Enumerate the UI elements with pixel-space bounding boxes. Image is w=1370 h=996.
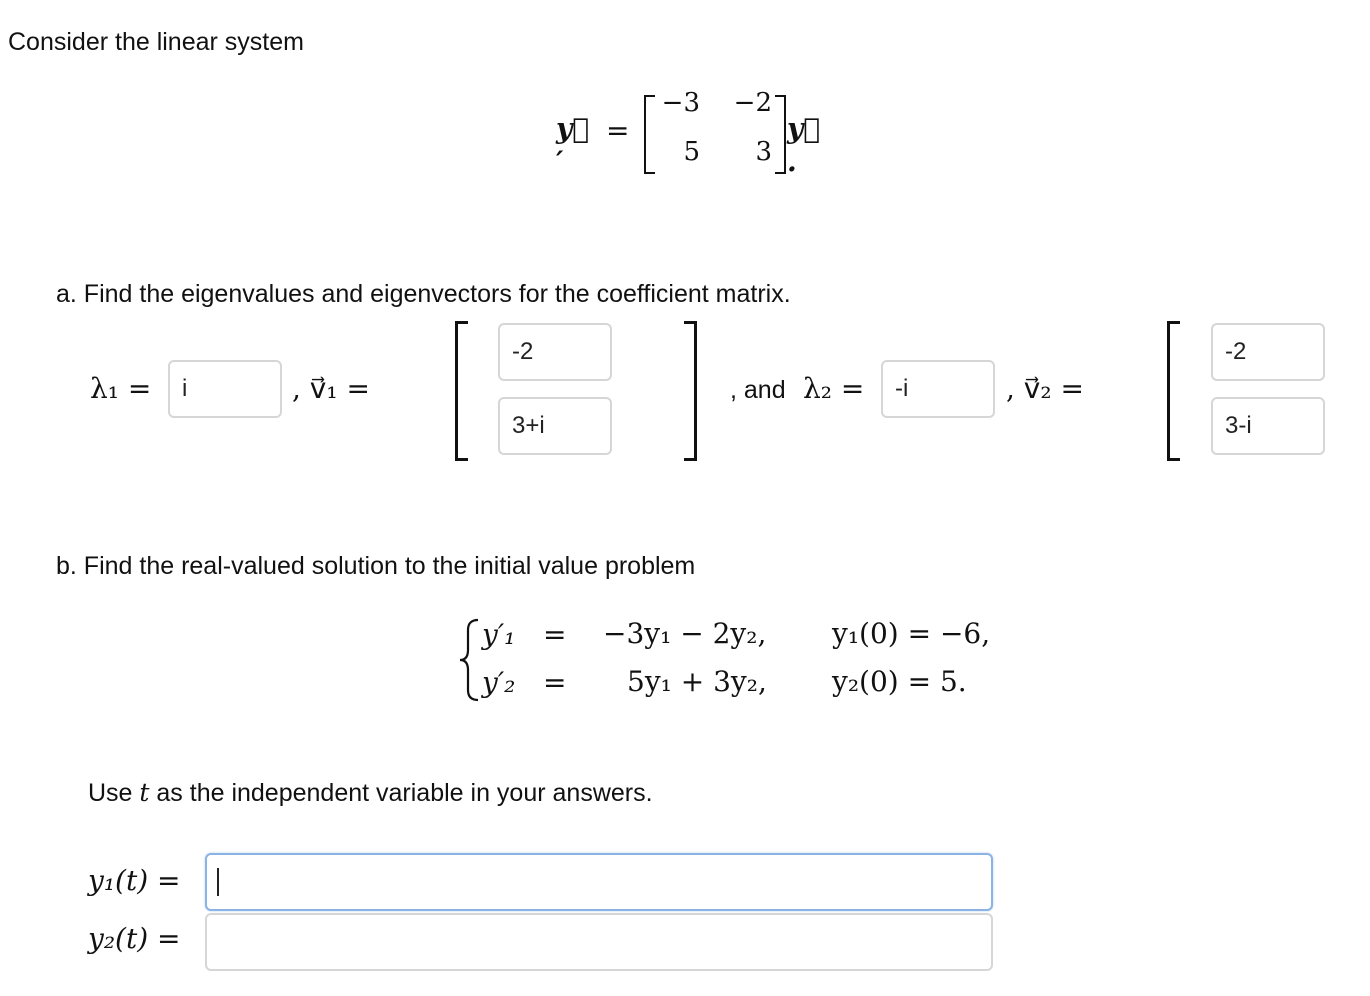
matrix-cell-21: 5 (683, 137, 700, 167)
matrix-cell-11: −3 (661, 88, 700, 118)
v2-component-1-input[interactable] (1211, 323, 1325, 381)
lambda1-input[interactable] (168, 360, 282, 418)
note-post: as the independent variable in your answers. (149, 779, 653, 807)
left-brace-icon (458, 618, 482, 702)
ivp-ic-1: y₁(0) = −6, (832, 617, 991, 650)
v2-left-bracket (1167, 321, 1180, 461)
note-variable: t (139, 778, 150, 807)
v1-component-2-input[interactable] (498, 397, 612, 455)
matrix-right-bracket (775, 95, 786, 174)
ivp-ic-2: y₂(0) = 5. (832, 665, 967, 698)
intro-text: Consider the linear system (8, 28, 304, 56)
y-vector-symbol: y⃗ . (787, 112, 821, 178)
y1-answer-input[interactable] (205, 853, 993, 911)
y2-label: y₂(t) = (88, 922, 181, 955)
text-cursor (217, 868, 219, 896)
ivp-rhs-2: 5y₁ + 3y₂, (627, 665, 767, 698)
and-text: , and (730, 376, 786, 404)
v1-left-bracket (455, 321, 468, 461)
ivp-lhs-2: y′₂ (482, 666, 516, 699)
lambda2-label: λ₂ = (803, 372, 865, 405)
ivp-eq-1: = (543, 618, 567, 651)
matrix-cell-12: −2 (733, 88, 772, 118)
y1-label: y₁(t) = (88, 864, 181, 897)
y2-answer-input[interactable] (205, 913, 993, 971)
equals-sign: = (606, 114, 630, 147)
ivp-eq-2: = (543, 666, 567, 699)
part-b-prompt: b. Find the real-valued solution to the initial value problem (56, 552, 696, 580)
part-a-prompt: a. Find the eigenvalues and eigenvectors for the coefficient matrix. (56, 280, 791, 308)
matrix-cell-22: 3 (755, 137, 772, 167)
v1-component-1-input[interactable] (498, 323, 612, 381)
v2-label: , v⃗₂ = (1006, 372, 1084, 405)
ivp-rhs-1: −3y₁ − 2y₂, (603, 617, 767, 650)
ivp-lhs-1: y′₁ (482, 618, 516, 651)
v1-label: , v⃗₁ = (292, 372, 370, 405)
lambda1-label: λ₁ = (90, 372, 152, 405)
v1-right-bracket (684, 321, 697, 461)
note-pre: Use (88, 779, 140, 807)
independent-variable-note (88, 778, 653, 808)
v2-component-2-input[interactable] (1211, 397, 1325, 455)
y-prime-symbol: y⃗ ′ (556, 112, 590, 178)
lambda2-input[interactable] (881, 360, 995, 418)
